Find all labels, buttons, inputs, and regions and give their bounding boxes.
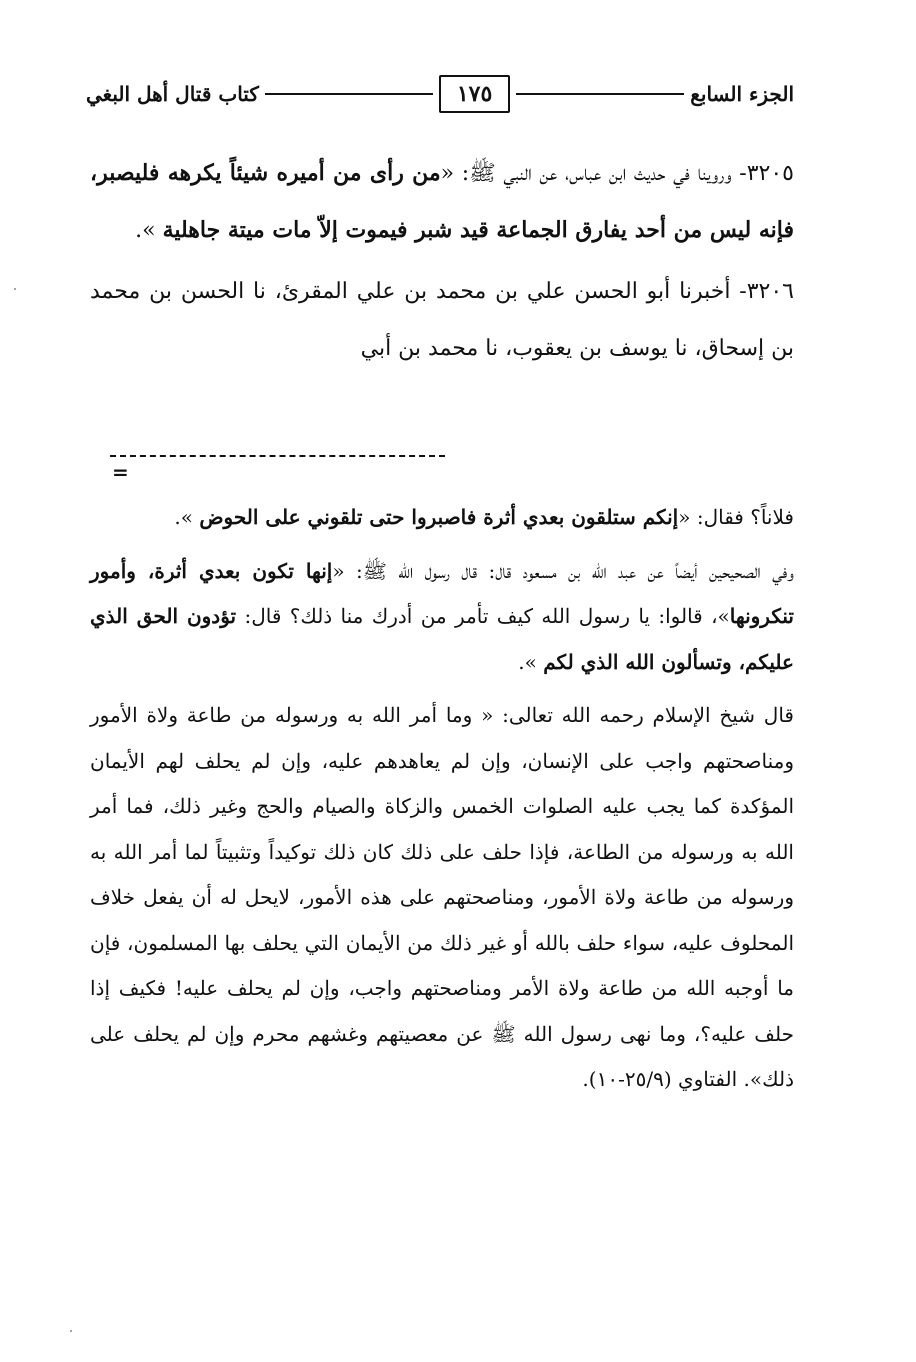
fn2-mid: »، قالوا: يا رسول الله كيف تأمر من أدرك منا ذلك؟ قال: [236,604,730,628]
footnote-para-2 [90,549,794,686]
scan-speck [70,1330,72,1332]
hadith-3205-intro: ٣٢٠٥- وروينا في حديث ابن عباس، عن النبي ﷺ: « [440,161,794,186]
header-book: كتاب قتال أهل البغي [86,82,259,106]
footnote-para-3: قال شيخ الإسلام رحمه الله تعالى: « وما أمر الله به ورسوله من طاعة ولاة الأمور ومناصحتهم واجب على الإنسان، وإن لم يعاهدهم عليه، وإن لم يحلف لهم الأيمان المؤكدة كما يجب عليه الصلوات الخمس والزكاة والصيام والحج وغير ذلك، فما أمر الله به ورسوله من الطاعة، فإذا حلف على ذلك كان ذلك توكيداً وتثبيتاً لما أمر الله به ورسوله من طاعة ولاة الأمور، ومناصحتهم على هذه الأمور، لايحل له أن يفعل خلاف المحلوف عليه، سواء حلف بالله أو غير ذلك من الأيمان التي يحلف بها المسلمون، فإن ما أوجبه الله من طاعة ولاة الأمر ومناصحتهم واجب، وإن لم يحلف عليه! فكيف إذا حلف عليه؟، وما نهى رسول الله ﷺ عن معصيتهم وغشهم محرم وإن لم يحلف على ذلك». الفتاوي (٢٥/٩-١٠). [90,703,794,1091]
footnote-separator [110,455,445,457]
hadith-3205-end: ». [135,218,156,243]
footnote-continuation-mark: = [112,460,129,484]
page-number: ١٧٥ [439,75,510,113]
fn1-post: ». [174,505,193,529]
fn2-quote-2: تؤدون الحق الذي عليكم، وتسألون الله الذي لكم [90,604,794,674]
fn1-quote: إنكم ستلقون بعدي أثرة فاصبروا حتى تلقوني على الحوض [199,505,679,529]
fn2-quote-1: إنها تكون بعدي أثرة، وأمور تنكرونها [90,558,794,628]
fn2-post: ». [518,649,537,674]
running-header [86,72,794,116]
footnote-para-1 [90,495,794,541]
fn2-pre: وفي الصحيحين أيضاً عن عبد الله بن مسعود قال: قال رسول الله ﷺ: « [332,558,794,583]
footnote-text [90,495,794,1111]
hadith-3205 [90,145,794,259]
header-rule-right [516,93,684,95]
fn1-pre: فلاناً؟ فقال: « [678,505,794,529]
hadith-3205-quote: من رأى من أميره شيئاً يكرهه فليصبر، فإنه ليس من أحد يفارق الجماعة قيد شبر فيموت إلاّ مات ميتة جاهلية [90,160,794,243]
header-rule-left [265,93,433,95]
main-text [90,145,794,381]
scan-speck [14,288,16,290]
header-part: الجزء السابع [690,82,794,106]
hadith-3206: ٣٢٠٦- أخبرنا أبو الحسن علي بن محمد بن علي المقرئ، نا الحسن بن محمد بن إسحاق، نا يوسف بن يعقوب، نا محمد بن أبي [90,279,794,361]
